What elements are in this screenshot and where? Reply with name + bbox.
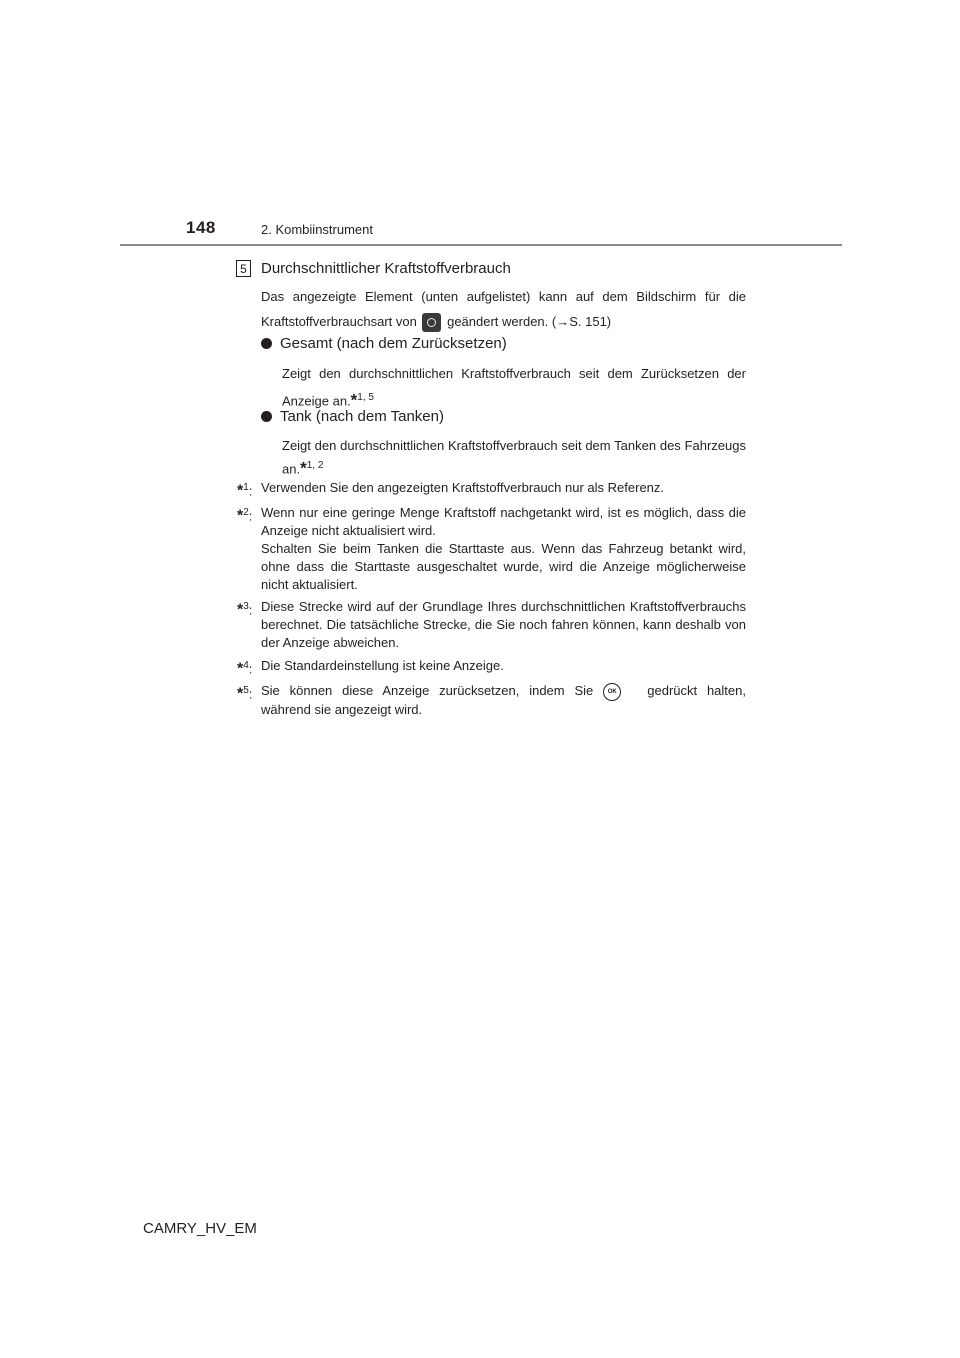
item-title: Tank (nach dem Tanken) [280, 408, 444, 425]
footnote-mark: *$^5$: [237, 685, 253, 703]
footnote-2 [237, 504, 746, 594]
bullet-icon [261, 411, 272, 422]
page-number: 148 [186, 218, 216, 237]
footnote-refs: 1, 2 [306, 460, 324, 471]
section-heading [236, 260, 511, 277]
footnote-3 [237, 598, 746, 652]
footnote-text: Wenn nur eine geringe Menge Kraftstoff nachgetankt wird, ist es möglich, dass die Anzeige nicht aktualisiert wird. Schalten Sie beim Tanken die Starttaste aus. Wenn das Fahrzeug betankt wird, ohne dass die Starttaste ausgeschaltet wurde, wird die Anzeige möglicherweise nicht aktualisiert. [261, 505, 746, 592]
footnote-star: * [300, 458, 307, 478]
chapter-title: 2. Kombiinstrument [261, 222, 373, 237]
footnote-mark: *$^1$: [237, 482, 253, 500]
header-rule [120, 244, 842, 246]
document-code: CAMRY_HV_EM [143, 1220, 257, 1237]
section-title: Durchschnittlicher Kraftstoffverbrauch [261, 260, 511, 277]
footnote-text: Verwenden Sie den angezeigten Kraftstoffverbrauch nur als Referenz. [261, 480, 665, 495]
item-text: Zeigt den durchschnittlichen Kraftstoffverbrauch seit dem Tanken des Fahrzeugs an. [282, 438, 746, 477]
footnote-text: Sie können diese Anzeige zurücksetzen, indem Sie OK gedrückt halten, während sie angezeigt wird. [261, 683, 746, 717]
footnote-text: Die Standardeinstellung ist keine Anzeige. [261, 658, 504, 673]
item-heading-tank [261, 408, 444, 425]
item-text-total [282, 362, 746, 413]
item-heading-total [261, 335, 507, 352]
footnote-4 [237, 657, 746, 678]
intro-text-1: Das angezeigte Element (unten aufgelistet) kann auf dem Bildschirm für die Kraftstoffverbrauchsart von [261, 289, 746, 329]
footnote-mark: *$^2$: [237, 507, 253, 525]
footnote-1 [237, 479, 746, 500]
footnote-refs: 1, 5 [357, 392, 374, 403]
section-intro [261, 284, 746, 334]
settings-gear-icon [422, 313, 441, 332]
footnote-text: Diese Strecke wird auf der Grundlage Ihres durchschnittlichen Kraftstoffverbrauchs berechnet. Die tatsächliche Strecke, die Sie noch fahren können, kann deshalb von der Anzeige abweichen. [261, 599, 746, 650]
bullet-icon [261, 338, 272, 349]
section-number-badge: 5 [236, 260, 251, 277]
footnote-mark: *$^3$: [237, 601, 253, 619]
footnote-star: * [350, 390, 358, 410]
footnote-5 [237, 682, 746, 719]
item-text: Zeigt den durchschnittlichen Kraftstoffverbrauch seit dem Zurücksetzen der Anzeige an. [282, 366, 746, 409]
item-text-tank [282, 436, 746, 479]
footnote-mark: *$^4$: [237, 660, 253, 678]
ok-button-icon: OK [603, 683, 621, 701]
item-title: Gesamt (nach dem Zurücksetzen) [280, 335, 507, 352]
intro-text-2: geändert werden. (→S. 151) [447, 314, 612, 329]
